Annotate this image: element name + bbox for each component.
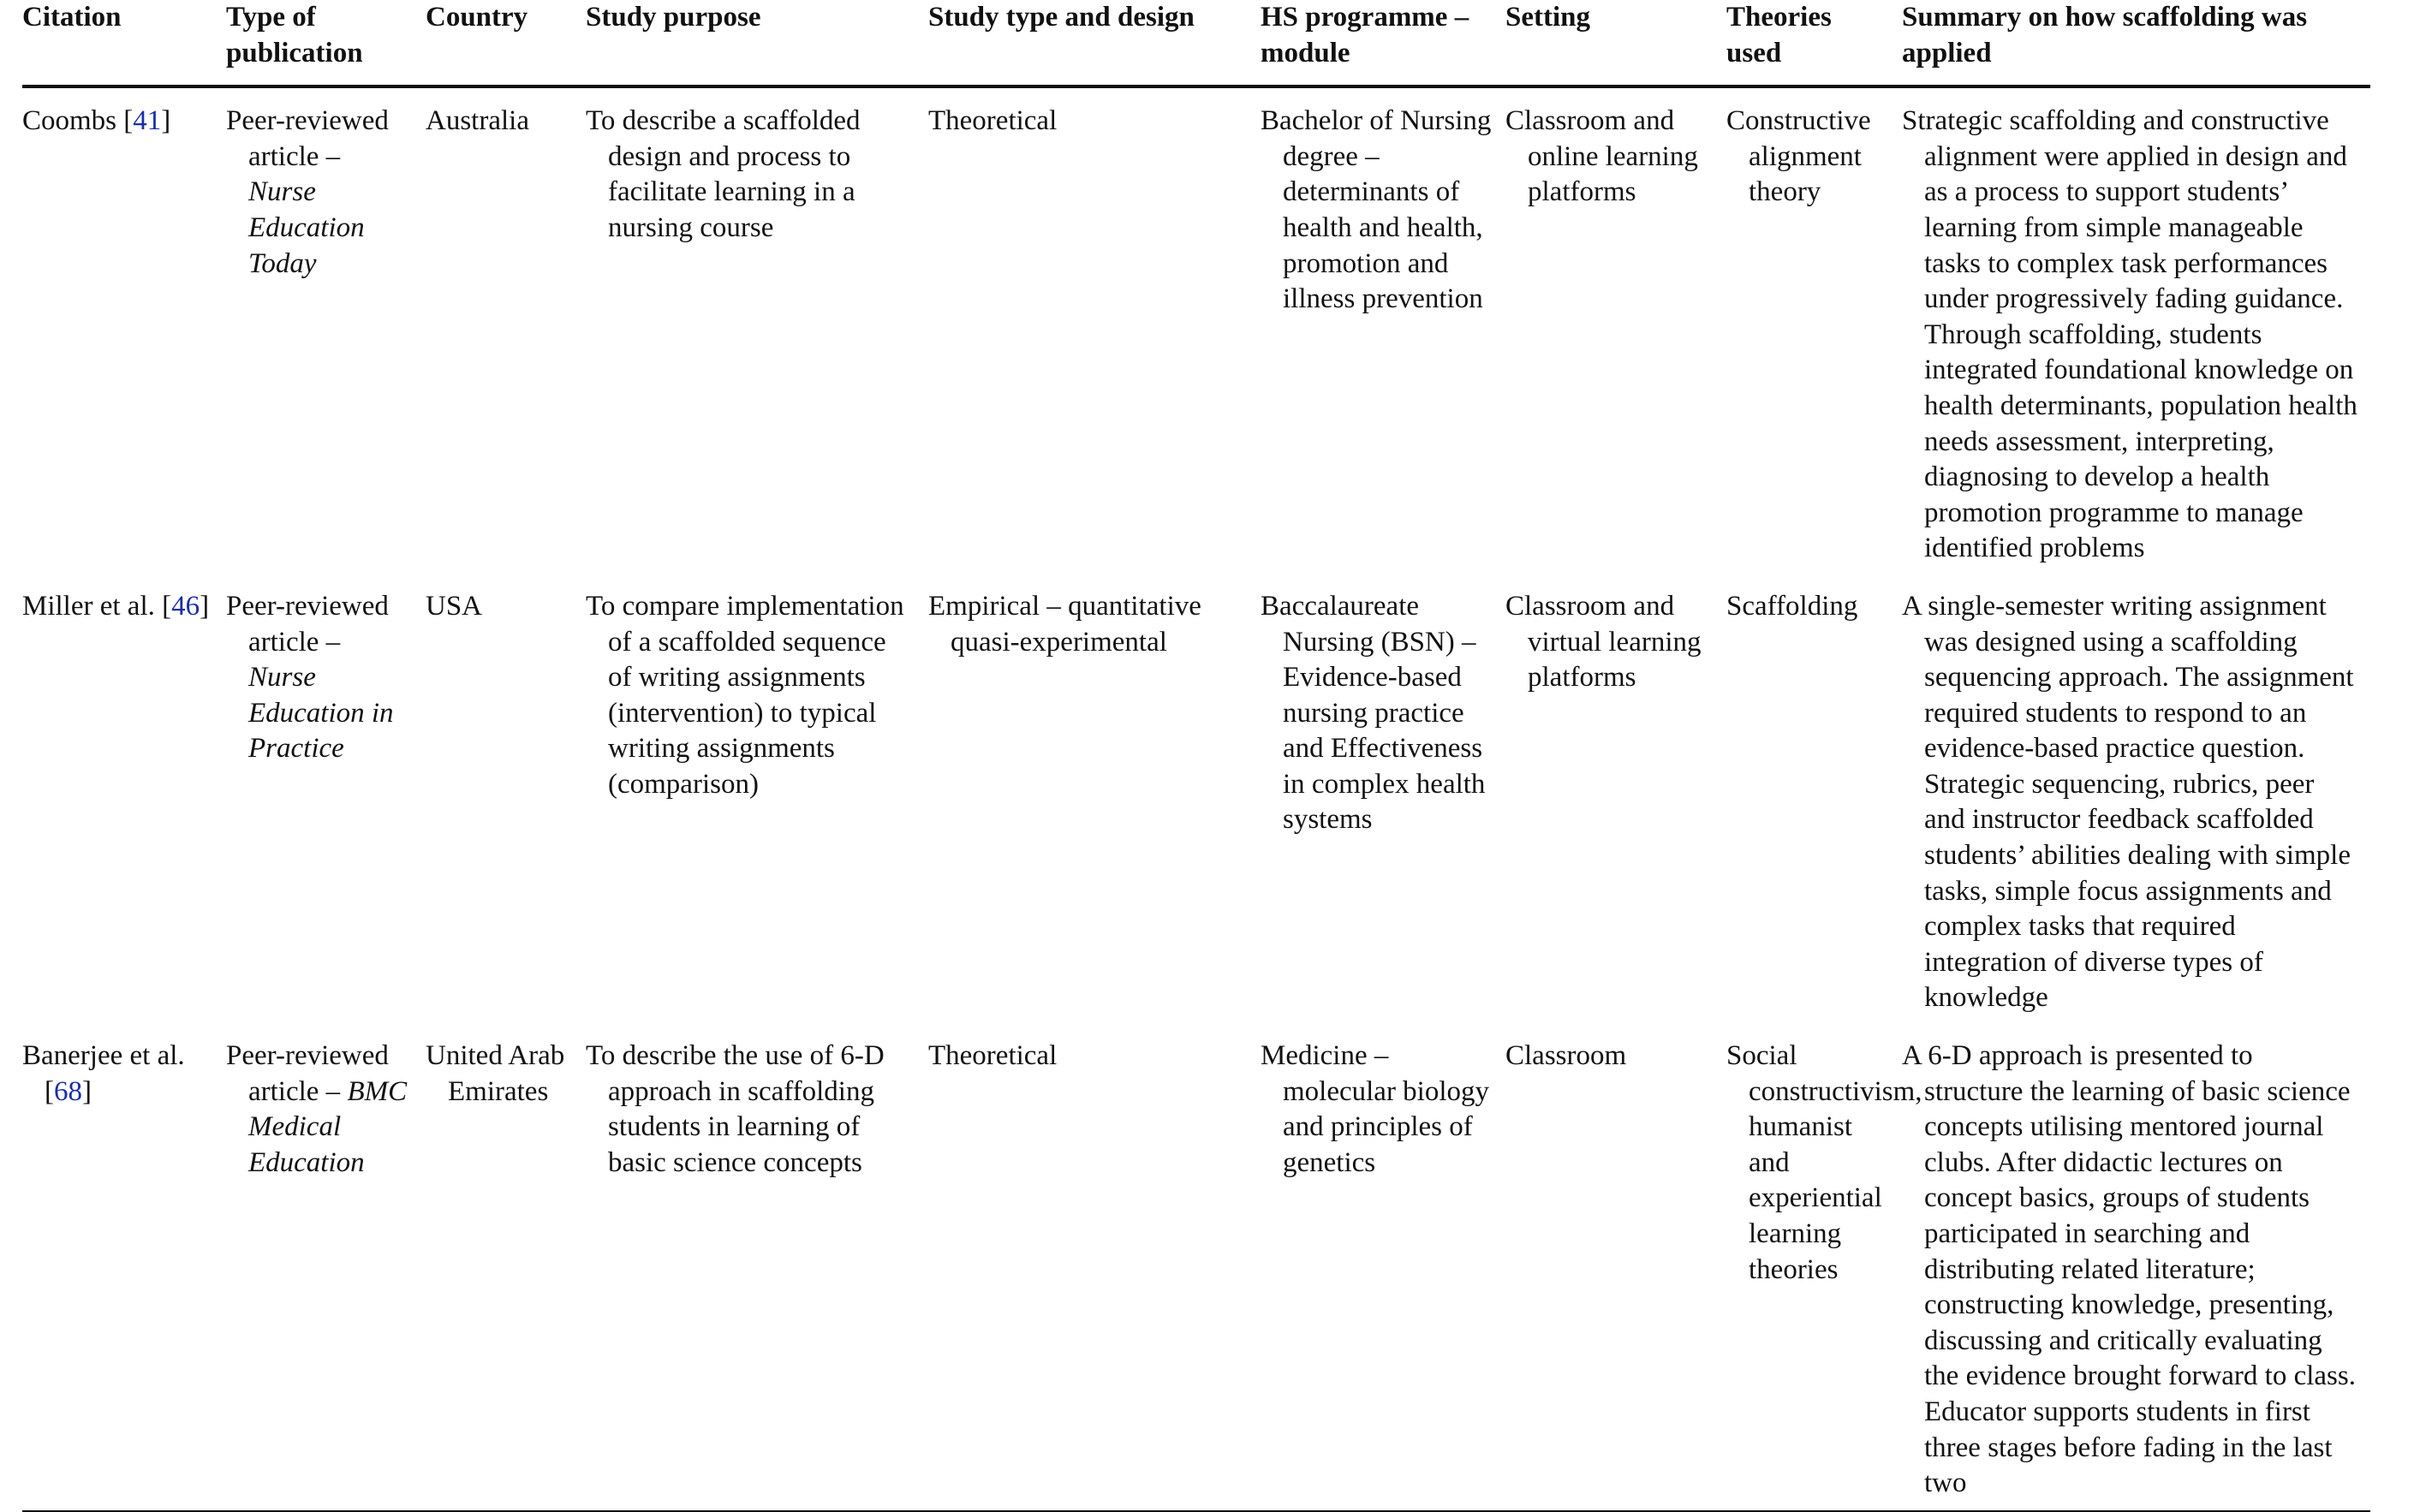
header-country: Country	[426, 0, 586, 86]
theories-text: Constructive alignment theory	[1726, 105, 1871, 208]
scaffolding-studies-table	[22, 0, 2370, 1512]
theories-text: Social constructivism, humanist and experiential learning theories	[1726, 1040, 1922, 1285]
cell-programme	[1261, 86, 1505, 575]
cell-country	[426, 86, 586, 575]
theories-text: Scaffolding	[1726, 590, 1858, 622]
header-type-of-publication: Type of publication	[226, 0, 426, 86]
cell-citation: Banerjee et al. [68]	[22, 1025, 226, 1511]
study-design-text: Empirical – quantitative quasi-experimental	[928, 590, 1201, 658]
cell-study-purpose	[586, 575, 928, 1025]
cell-publication-type	[226, 1025, 426, 1511]
cell-theories	[1726, 1025, 1922, 1511]
table-row	[22, 86, 2370, 575]
cell-country	[426, 575, 586, 1025]
citation-ref-link[interactable]: 46	[171, 590, 200, 622]
cell-theories	[1726, 86, 1902, 575]
study-purpose-text: To compare implementation of a scaffolded sequence of writing assignments (intervention) to typical writing assignments (comparison)	[586, 590, 904, 800]
cell-citation: Coombs [41]	[22, 105, 171, 137]
cell-setting	[1505, 1025, 1726, 1511]
header-theories-used: Theories used	[1726, 0, 1902, 86]
header-hs-programme-module: HS programme – module	[1261, 0, 1505, 86]
cell-citation: Miller et al. [46]	[22, 590, 210, 622]
citation-author: Banerjee et al.	[22, 1040, 185, 1072]
setting-text: Classroom and virtual learning platforms	[1505, 590, 1702, 693]
cell-country	[426, 1025, 586, 1511]
scaffolding-studies-table-container	[22, 0, 2370, 1512]
cell-study-design	[928, 1025, 1261, 1511]
cell-publication-type	[226, 575, 426, 1025]
publication-type-text: Peer-reviewed article –	[226, 105, 389, 172]
journal-name: Nurse Education Today	[248, 176, 365, 279]
citation-author: Coombs	[22, 105, 117, 137]
header-citation: Citation	[22, 0, 226, 86]
journal-name: BMC Medical Education	[248, 1075, 408, 1178]
table-row	[22, 575, 2370, 1025]
citation-ref-link[interactable]: 41	[133, 105, 162, 137]
study-design-text: Theoretical	[928, 105, 1058, 137]
publication-type-text: Peer-reviewed article –	[226, 1040, 389, 1107]
publication-type-text: Peer-reviewed article –	[226, 590, 389, 658]
header-setting: Setting	[1505, 0, 1726, 86]
citation-author: Miller et al.	[22, 590, 155, 622]
programme-text: Bachelor of Nursing degree – determinants of health and health, promotion and illness prevention	[1261, 105, 1492, 315]
cell-study-purpose	[586, 86, 928, 575]
cell-summary	[1902, 86, 2370, 575]
summary-text: Strategic scaffolding and constructive alignment were applied in design and as a process to support students’ learning from simple manageable tasks to complex task performances under progressively fading guidance. Through scaffolding, students integrated foundational knowledge on health determinants, population health needs assessment, interpreting, diagnosing to develop a health promotion programme to manage identified problems	[1902, 105, 2357, 564]
cell-study-design	[928, 575, 1261, 1025]
cell-programme	[1261, 1025, 1505, 1511]
programme-text: Baccalaureate Nursing (BSN) – Evidence-based nursing practice and Effectiveness in complex health systems	[1261, 590, 1486, 836]
country-text: Australia	[426, 105, 529, 137]
study-purpose-text: To describe the use of 6-D approach in scaffolding students in learning of basic science concepts	[586, 1040, 885, 1178]
summary-text: A 6-D approach is presented to structure the learning of basic science concepts utilising mentored journal clubs. After didactic lectures on concept basics, groups of students participated in searching and distributing related literature; constructing knowledge, presenting, discussing and critically evaluating the evidence brought forward to class. Educator supports students in first three stages before fading in the last two	[1902, 1040, 2356, 1499]
citation-ref-link[interactable]: 68	[54, 1075, 82, 1107]
cell-study-purpose	[586, 1025, 928, 1511]
header-summary: Summary on how scaffolding was applied	[1902, 0, 2370, 86]
table-header-row	[22, 0, 2370, 86]
cell-summary	[1902, 1025, 2370, 1511]
country-text: USA	[426, 590, 483, 622]
study-purpose-text: To describe a scaffolded design and process to facilitate learning in a nursing course	[586, 105, 861, 243]
journal-name: Nurse Education in Practice	[248, 662, 394, 765]
cell-setting	[1505, 575, 1726, 1025]
header-study-type-design: Study type and design	[928, 0, 1261, 86]
programme-text: Medicine – molecular biology and principles of genetics	[1261, 1040, 1490, 1178]
header-study-purpose: Study purpose	[586, 0, 928, 86]
cell-study-design	[928, 86, 1261, 575]
cell-theories	[1726, 575, 1902, 1025]
cell-programme	[1261, 575, 1505, 1025]
cell-summary	[1902, 575, 2370, 1025]
study-design-text: Theoretical	[928, 1040, 1058, 1072]
cell-publication-type	[226, 86, 426, 575]
summary-text: A single-semester writing assignment was designed using a scaffolding sequencing approach. The assignment required students to respond to an evidence-based practice question. Strategic sequencing, rubrics, peer and instructor feedback scaffolded students’ abilities dealing with simple tasks, simple focus assignments and complex tasks that required integration of diverse types of knowledge	[1902, 590, 2354, 1014]
cell-setting	[1505, 86, 1726, 575]
country-text: United Arab Emirates	[426, 1040, 565, 1107]
table-row	[22, 1025, 2370, 1511]
setting-text: Classroom	[1505, 1040, 1627, 1072]
setting-text: Classroom and online learning platforms	[1505, 105, 1698, 208]
